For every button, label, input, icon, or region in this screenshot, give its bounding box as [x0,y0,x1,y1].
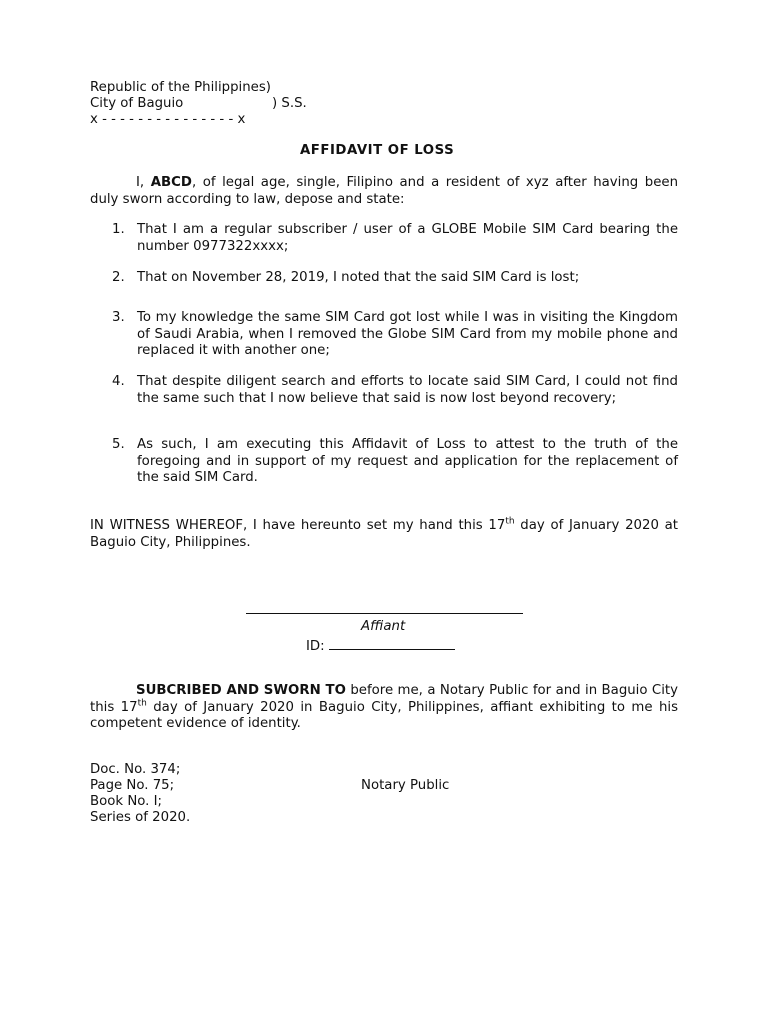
document-title: AFFIDAVIT OF LOSS [300,143,455,158]
header-republic: Republic of the Philippines) [90,80,271,95]
jurat-ordinal: th [137,698,147,709]
list-item-number: 1. [112,222,125,237]
witness-text-2: day of January 2020 at Baguio City, Philippines. [90,518,678,550]
list-item-number: 3. [112,310,125,325]
intro-pronoun: I, [136,175,145,190]
list-item-text: As such, I am executing this Affidavit of Loss to attest to the truth of the foregoing and in support of my request and application for the replacement of the said SIM Card. [137,437,678,485]
jurat-text-2: day of January 2020 in Baguio City, Philippines, affiant exhibiting to me his competent evidence of identity. [90,699,678,731]
list-item-text: To my knowledge the same SIM Card got lost while I was in visiting the Kingdom of Saudi Arabia, when I removed the Globe SIM Card from my mobile phone and replaced it with another one; [137,310,678,358]
id-blank-line [329,637,455,650]
header-ss: ) S.S. [272,96,307,111]
jurat-heading: SUBCRIBED AND SWORN TO [136,683,346,698]
list-item-number: 2. [112,270,125,285]
witness-ordinal: th [505,516,515,527]
list-item-number: 4. [112,374,125,389]
book-number: Book No. I; [90,794,163,809]
doc-number: Doc. No. 374; [90,762,181,777]
page-number: Page No. 75; [90,778,175,793]
list-item-text: That on November 28, 2019, I noted that the said SIM Card is lost; [137,270,580,285]
list-item-text: That I am a regular subscriber / user of a GLOBE Mobile SIM Card bearing the number 0977322xxxx; [137,222,678,254]
list-item-text: That despite diligent search and efforts to locate said SIM Card, I could not find the same such that I now believe that said is now lost beyond recovery; [137,374,678,406]
jurat-text-1: before me, a Notary Public for and in Baguio City this 17 [90,683,678,715]
notary-public-label: Notary Public [361,778,450,793]
intro-paragraph [90,175,678,208]
header-separator: x - - - - - - - - - - - - - - - x [90,112,246,127]
affiant-name: ABCD [150,175,192,190]
series-year: Series of 2020. [90,810,191,825]
witness-text-1: IN WITNESS WHEREOF, I have hereunto set my hand this 17 [90,518,506,533]
witness-paragraph [90,518,678,551]
header-city: City of Baguio [90,96,184,111]
affiant-label: Affiant [361,619,406,634]
signature-line [246,613,523,614]
id-label: ID: [306,639,325,654]
list-item-number: 5. [112,437,125,452]
id-field [306,637,455,655]
intro-text: , of legal age, single, Filipino and a resident of xyz after having been duly sworn according to law, depose and state: [90,175,679,207]
jurat-paragraph [90,683,678,733]
